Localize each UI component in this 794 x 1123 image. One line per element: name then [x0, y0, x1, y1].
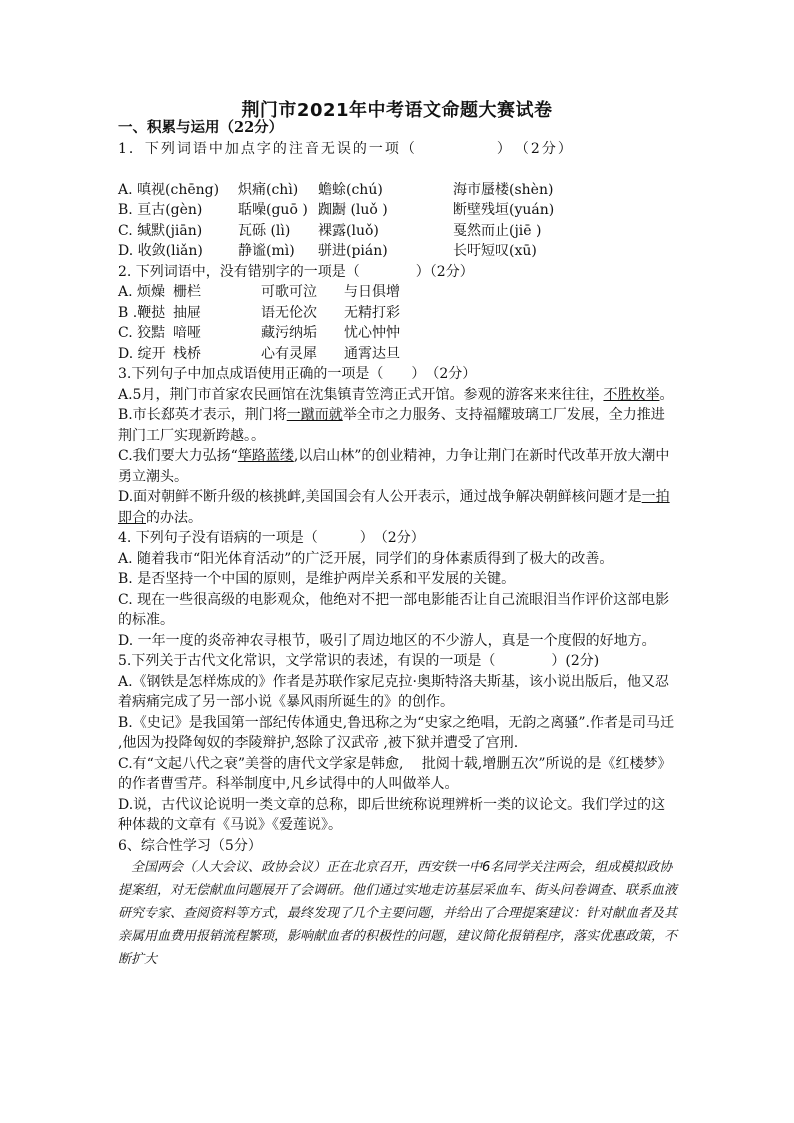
question-3-stem: 3.下列句子中加点成语使用正确的一项是（ ） （2分） — [118, 366, 477, 382]
option-word: 心有灵犀 — [261, 345, 317, 362]
idiom-underlined: 一蹴而就 — [286, 407, 343, 423]
option-word: 踟蹰 (luǒ ) — [318, 202, 388, 218]
option-text: B.市长郄英才表示，荆门将 — [118, 407, 287, 423]
question-3-option-c — [118, 446, 678, 487]
option-word: C. 狡黠 — [118, 325, 166, 341]
option-word: 语无伦次 — [261, 304, 317, 321]
option-word: 可歌可泣 — [261, 284, 317, 300]
question-5-stem: 5.下列关于古代文化常识，文学常识的表述，有误的一项是（ ）(2分) — [118, 653, 600, 669]
option-word: 骈进(pián) — [318, 243, 388, 259]
idiom-underlined: 一拍即合 — [118, 489, 670, 526]
option-text: C.我们要大力弘扬“ — [118, 448, 238, 464]
question-4-option-a: A. 随着我市“阳光体育活动”的广泛开展，同学们的身体素质得到了极大的改善。 — [118, 550, 614, 567]
option-word: 炽痛(chì) — [238, 181, 299, 198]
question-1-stem: 1．下列词语中加点字的注音无误的一项（ ） （2分） — [118, 140, 574, 157]
option-word: 瓦砾 (lì) — [238, 222, 291, 239]
option-word: 喑哑 — [173, 325, 201, 341]
option-text: ,以启山林”的创业精神，力争让荆门在新时代改革开放大潮中勇立潮头。 — [118, 448, 670, 485]
question-1-option-b — [118, 200, 678, 221]
question-2-option-a — [118, 282, 678, 303]
option-word: B .鞭挞 — [118, 304, 166, 321]
option-word: C. 缄默(jiān) — [118, 222, 203, 239]
question-2-option-d — [118, 344, 678, 365]
question-3-option-a — [118, 385, 678, 406]
page-title: 荆门市2021年中考语文命题大赛试卷 — [241, 100, 553, 121]
question-1-option-d — [118, 241, 678, 262]
option-text: D.面对朝鲜不断升级的核挑衅,美国国会有人公开表示，通过战争解决朝鲜核问题才是 — [118, 489, 642, 505]
question-4-option-c: C. 现在一些很高级的电影观众，他绝对不把一部电影能否让自己流眼泪当作评价这部电影的标准。 — [118, 591, 670, 628]
option-word: 与日俱增 — [344, 284, 400, 300]
option-word: 裸露(luǒ) — [318, 222, 379, 239]
question-2-option-c — [118, 323, 678, 344]
option-word: B. 亘古(gèn) — [118, 202, 203, 218]
option-word: 栈桥 — [173, 345, 201, 362]
question-3-option-b — [118, 405, 678, 446]
option-word: 通霄达旦 — [344, 345, 400, 362]
option-word: 蟾蜍(chú) — [318, 181, 383, 198]
option-text: 的办法。 — [146, 509, 202, 526]
option-word: 忧心忡忡 — [344, 325, 400, 341]
option-word: 无精打彩 — [344, 304, 400, 321]
option-word: 抽屉 — [173, 304, 201, 321]
option-word: 聒噪(guō ) — [238, 202, 308, 218]
idiom-underlined: 不胜枚举 — [603, 386, 660, 403]
question-5-option-b: B.《史记》是我国第一部纪传体通史,鲁迅称之为“史家之绝唱，无韵之离骚”.作者是司马迁 ,他因为投降匈奴的李陵辩护,怒除了汉武帝 ,被下狱并遭受了宫刑. — [118, 714, 674, 751]
option-word: D. 绽开 — [118, 345, 166, 362]
option-word: A. 嗔视(chēng) — [118, 181, 220, 198]
option-word: 戛然而止(jiē ) — [453, 222, 542, 239]
question-4-option-d: D. 一年一度的炎帝神农寻根节，吸引了周边地区的不少游人，真是一个度假的好地方。 — [118, 632, 656, 649]
option-word: 栅栏 — [173, 284, 201, 300]
option-text: 。 — [659, 386, 674, 403]
question-2-stem: 2. 下列词语中，没有错别字的一项是（ ）（2分） — [118, 263, 474, 280]
option-word: 藏污纳垢 — [261, 325, 317, 341]
question-5-option-a: A.《钢铁是怎样炼成的》作者是苏联作家尼克拉·奥斯特洛夫斯基，该小说出版后，他又忍着病痛完成了另一部小说《暴风雨所诞生的》的创作。 — [118, 673, 670, 710]
question-6-passage: 全国两会（人大会议、政协会议）正在北京召开，西安铁一中6名同学关注两会，组成模拟政协提案组，对无偿献血问题展开了会调研。他们通过实地走访基层采血车、街头问卷调查、联系血液研究专家、查阅资料等方式，最终发现了几个主要问题，并给出了合理提案建议：针对献血者及其亲属用血费用报销流程繁琐，影响献血者的积极性的问题，建议简化报销程序，落实优惠政策，不断扩大 — [118, 860, 678, 967]
question-4-stem: 4. 下列句子没有语病的一项是（ ） （2分） — [118, 530, 425, 546]
option-text: 举全市之力服务、支持福耀玻璃工厂发展，全力推进荆门工厂实现新跨越。。 — [118, 407, 665, 444]
question-5-option-c: C.有“文起八代之衰”美誉的唐代文学家是韩愈, 批阅十载,增删五次”所说的是《红楼梦》的作者曹雪芹。科举制度中,凡乡试得中的人叫做举人。 — [118, 755, 672, 792]
option-word: 海市蜃楼(shèn) — [453, 181, 554, 198]
option-word: 断壁残垣(yuán) — [453, 202, 555, 218]
spacer — [118, 159, 678, 180]
option-word: 长吁短叹(xū) — [453, 243, 537, 259]
question-3-option-d — [118, 487, 678, 528]
question-6-stem: 6、综合性学习（5分） — [118, 837, 262, 854]
question-1-option-c — [118, 221, 678, 242]
option-word: D. 收敛(liǎn) — [118, 243, 203, 259]
idiom-underlined: 筚路蓝缕 — [237, 448, 294, 464]
option-word: 静谧(mì) — [238, 243, 295, 259]
question-2-option-b — [118, 303, 678, 324]
question-5-option-d: D.说，古代议论说明一类文章的总称，即后世统称说理辨析一类的议论文。我们学过的这种体裁的文章有《马说》《爱莲说》。 — [118, 796, 666, 833]
option-text: A.5月，荆门市首家农民画馆在沈集镇青笠湾正式开馆。参观的游客来来往往， — [118, 386, 604, 403]
exam-body — [118, 118, 678, 971]
option-word: A. 烦燥 — [118, 284, 166, 300]
question-4-option-b: B. 是否坚持一个中国的原则，是维护两岸关系和平发展的关键。 — [118, 571, 516, 587]
question-1-option-a — [118, 180, 678, 201]
section-heading: 一、积累与运用（22分） — [118, 119, 284, 136]
